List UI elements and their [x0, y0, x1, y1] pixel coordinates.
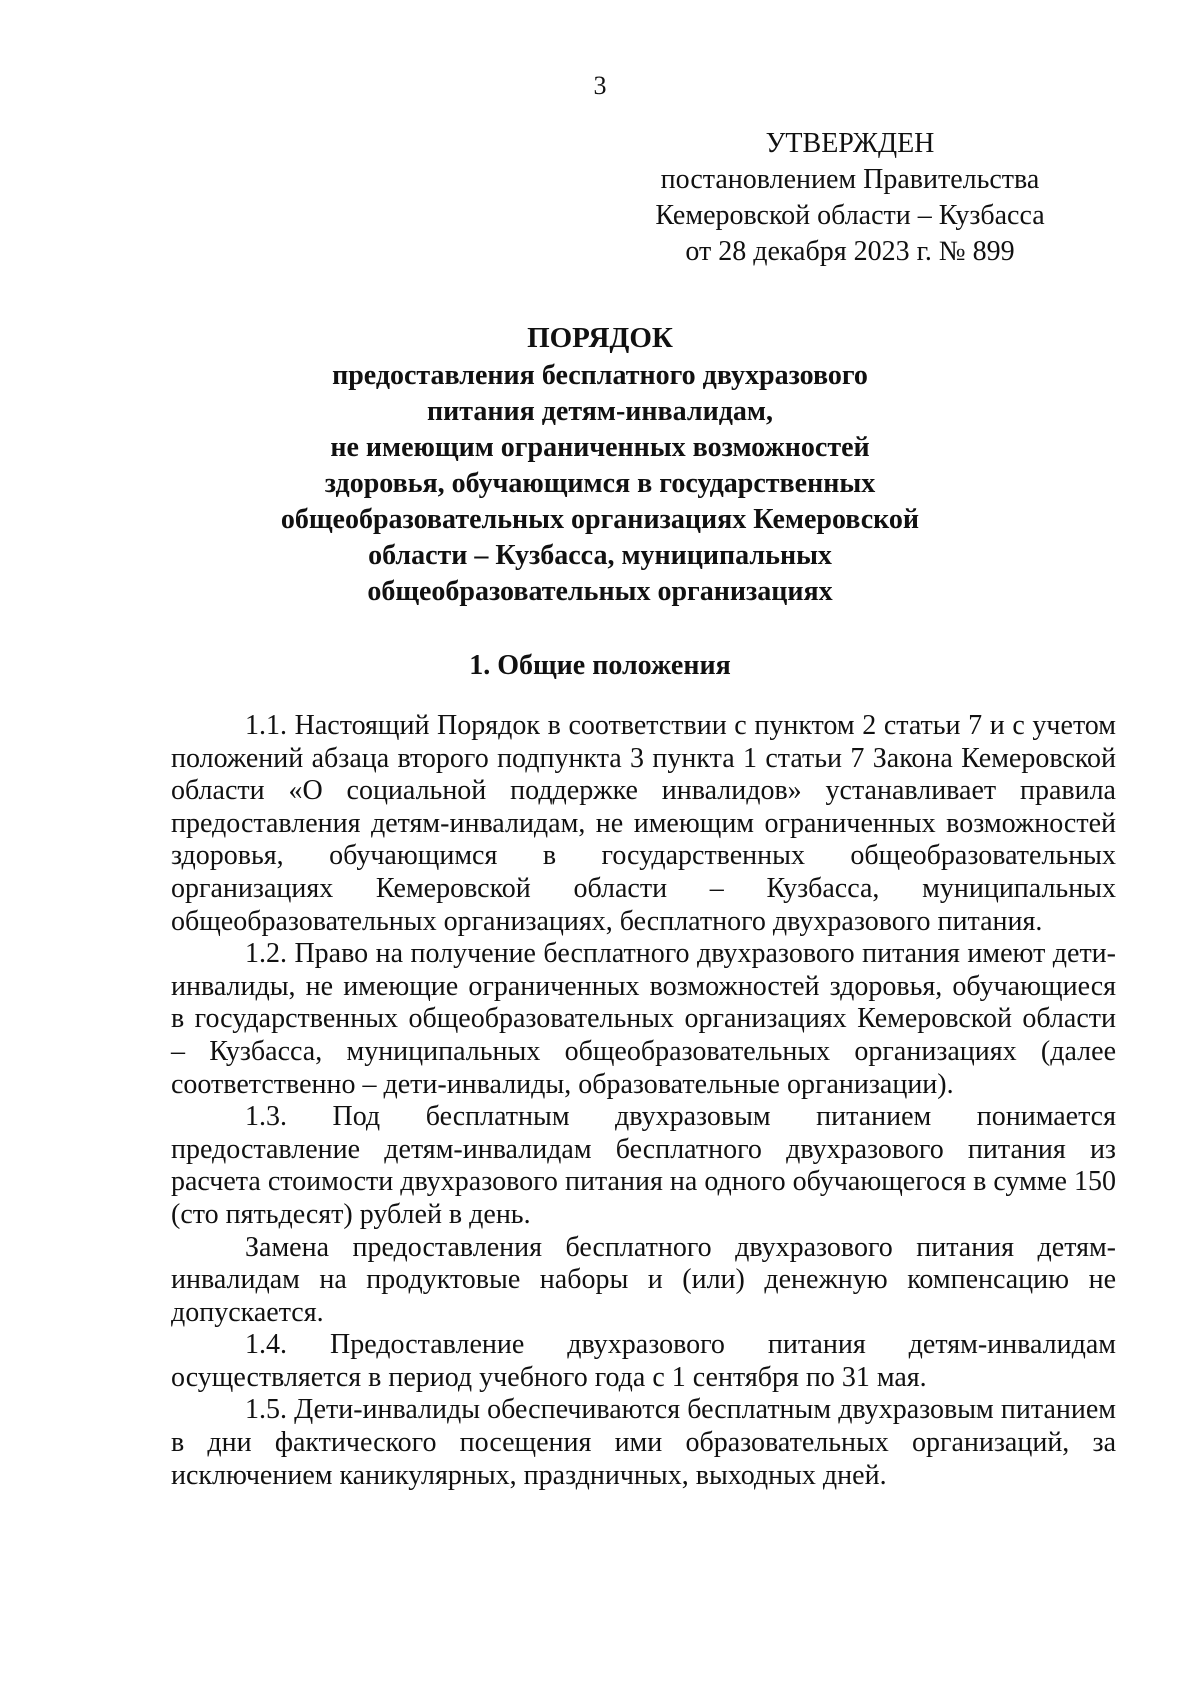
document-subtitle-line: предоставления бесплатного двухразового: [332, 360, 868, 391]
document-title: ПОРЯДОК: [527, 322, 673, 354]
page-number: 3: [593, 71, 607, 100]
approval-line-resolution: постановлением Правительства: [660, 164, 1040, 195]
paragraph-1-1: 1.1. Настоящий Порядок в соответствии с пунктом 2 статьи 7 и с учетом положений абзаца второго подпункта 3 пункта 1 статьи 7 Закона Кемеровской области «О социальной поддержке инвалидов» устанавливает правила предоставления детям-инвалидам, не имеющим ограниченных возможностей здоровья, обучающимся в государственных общеобразовательных организациях Кемеровской области – Кузбасса, муниципальных общеобразовательных организациях, бесплатного двухразового питания.: [171, 710, 1116, 937]
document-subtitle-line: не имеющим ограниченных возможностей: [330, 432, 870, 463]
document-subtitle-line: питания детям-инвалидам,: [426, 396, 773, 427]
document-title-block: [200, 320, 1000, 610]
section-heading: 1. Общие положения: [469, 650, 731, 681]
approval-stamp-block: [600, 126, 1100, 270]
approval-line-region: Кемеровской области – Кузбасса: [655, 200, 1045, 231]
paragraph-1-4: 1.4. Предоставление двухразового питания детям-инвалидам осуществляется в период учебного года с 1 сентября по 31 мая.: [171, 1329, 1116, 1393]
paragraph-1-3-continued: Замена предоставления бесплатного двухразового питания детям-инвалидам на продуктовые наборы и (или) денежную компенсацию не допускается.: [171, 1231, 1116, 1328]
document-subtitle-line: общеобразовательных организациях: [367, 576, 833, 607]
document-subtitle-line: здоровья, обучающимся в государственных: [324, 468, 876, 499]
approval-line-date: от 28 декабря 2023 г. № 899: [685, 236, 1015, 267]
document-subtitle-line: области – Кузбасса, муниципальных: [368, 540, 832, 571]
paragraph-1-5: 1.5. Дети-инвалиды обеспечиваются бесплатным двухразовым питанием в дни фактического посещения ими образовательных организаций, за исключением каникулярных, праздничных, выходных дней.: [171, 1394, 1116, 1491]
approval-heading: УТВЕРЖДЕН: [765, 128, 935, 159]
paragraph-1-3: 1.3. Под бесплатным двухразовым питанием понимается предоставление детям-инвалидам бесплатного двухразового питания из расчета стоимости двухразового питания на одного обучающегося в сумме 150 (сто пятьдесят) рублей в день.: [171, 1101, 1116, 1230]
document-subtitle-line: общеобразовательных организациях Кемеровской: [280, 504, 920, 535]
body-text: [171, 710, 1116, 1492]
paragraph-1-2: 1.2. Право на получение бесплатного двухразового питания имеют дети-инвалиды, не имеющие ограниченных возможностей здоровья, обучающиеся в государственных общеобразовательных организациях Кемеровской области – Кузбасса, муниципальных общеобразовательных организациях (далее соответственно – дети-инвалиды, образовательные организации).: [171, 938, 1116, 1100]
